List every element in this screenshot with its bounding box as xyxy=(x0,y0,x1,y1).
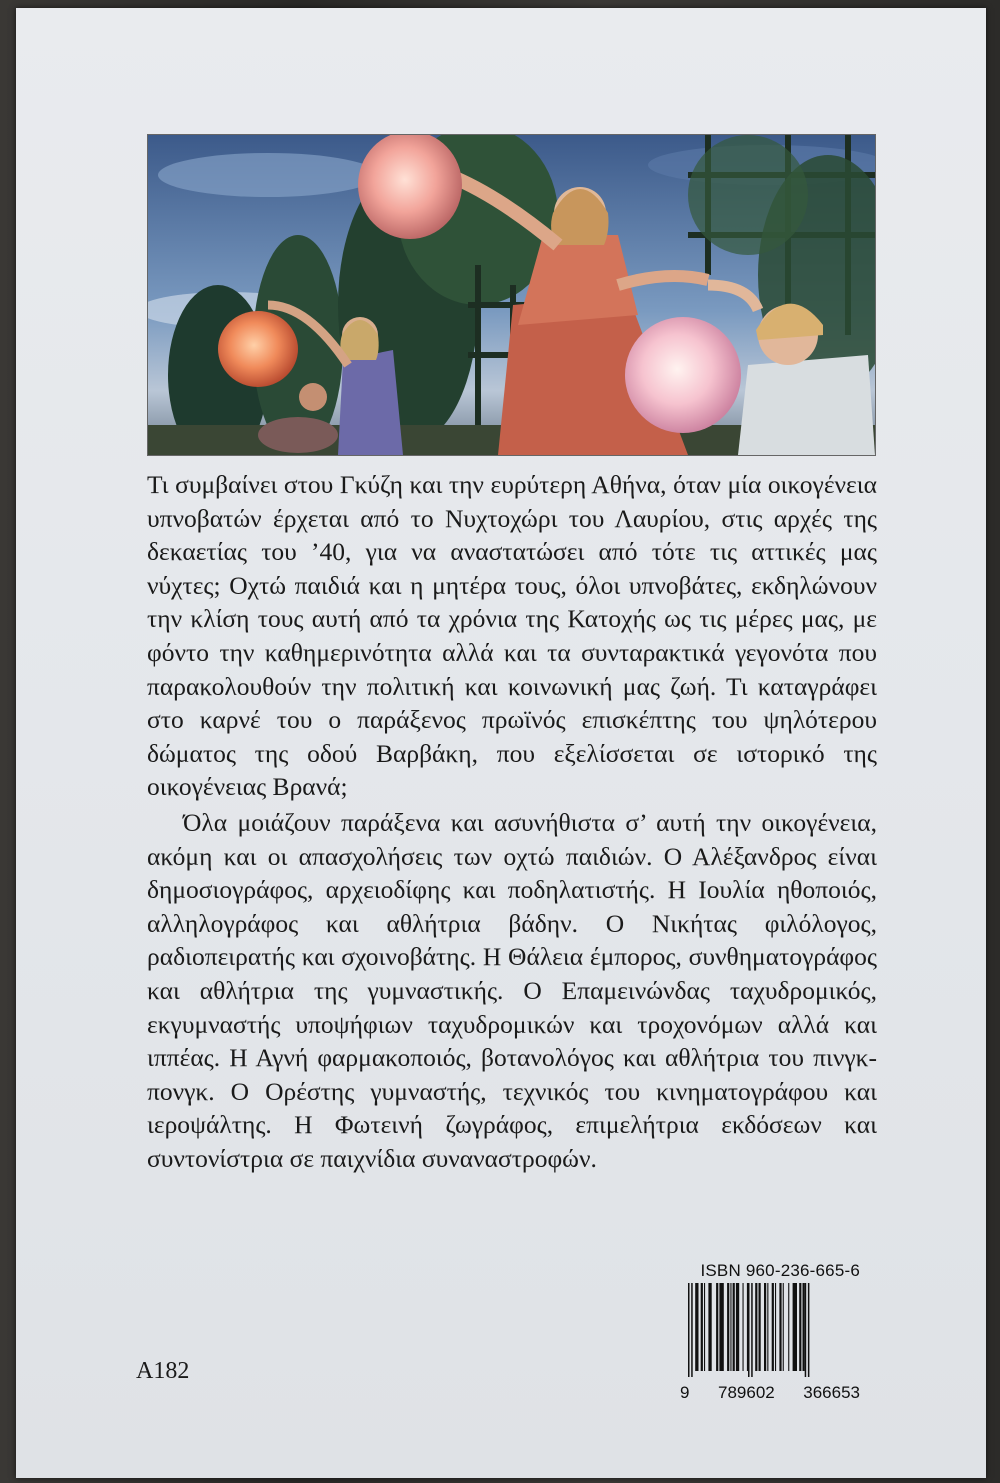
barcode-bar xyxy=(772,1283,774,1371)
barcode-bar xyxy=(704,1283,705,1371)
book-back-cover xyxy=(16,8,986,1478)
barcode-bar xyxy=(775,1283,776,1371)
ean-lead-digit: 9 xyxy=(680,1383,690,1402)
ean-digits xyxy=(680,1383,860,1403)
barcode-bar xyxy=(743,1283,744,1371)
barcode-guard-bar xyxy=(751,1283,753,1377)
barcode-guard-bar xyxy=(805,1283,807,1377)
barcode-bar xyxy=(783,1283,784,1371)
barcode-bar xyxy=(733,1283,735,1371)
lanterns-painting-icon xyxy=(148,135,875,455)
ean-left-group: 789602 xyxy=(718,1383,775,1402)
barcode-bar xyxy=(736,1283,739,1371)
blurb-paragraph-1: Τι συμβαίνει στου Γκύζη και την ευρύτερη Αθήνα, όταν μία οικογένεια υπνοβατών έρχεται από το Νυχτοχώρι του Λαυρίου, στις αρχές της δεκαετίας του ’40, για να αναστατώσει από τότε τις αττικές μας νύχτες; Οχτώ παιδιά και η μητέρα τους, όλοι υπνοβάτες, εκδηλώνουν την κλίση τους αυτή από τα χρόνια της Κατοχής ως τις μέρες μας, με φόντο την καθημερινότητα αλλά και τα συνταρακτικά γεγονότα που παρακολουθούν την πολιτική και κοινωνική μας ζωή. Τι καταγράφει στο καρνέ του ο παράξενος πρωϊνός επισκέπτης του ψηλότερου δώματος της οδού Βαρβάκη, που εξελίσσεται σε ιστορικό της οικογένειας Βρανά; xyxy=(147,470,877,802)
barcode-bar xyxy=(764,1283,766,1371)
barcode-bar xyxy=(793,1283,797,1371)
cover-illustration xyxy=(147,134,876,456)
barcode-bar xyxy=(727,1283,729,1371)
barcode-bar xyxy=(755,1283,757,1371)
barcode-bar xyxy=(779,1283,781,1371)
barcode-bar xyxy=(701,1283,703,1371)
barcode-bar xyxy=(747,1283,748,1371)
barcode-guard-bar xyxy=(748,1283,750,1377)
blurb-text xyxy=(147,468,877,1175)
barcode-block xyxy=(680,1261,860,1403)
ean-right-group: 366653 xyxy=(803,1383,860,1402)
blurb-paragraph-2: Όλα μοιάζουν παράξενα και ασυνήθιστα σ’ αυτή την οικογένεια, ακόμη και οι απασχολήσεις των οχτώ παιδιών. Ο Αλέξανδρος είναι δημοσιογράφος, αρχειοδίφης και ποδηλατιστής. Η Ιουλία ηθοποιός, αλληλογράφος και αθλήτρια βάδην. Ο Νικήτας φιλόλογος, ραδιοπειρατής και σχοινοβάτης. Η Θάλεια έμπορος, συνθηματογράφος και αθλήτρια της γυμναστικής. Ο Επαμεινώνδας ταχυδρομικός, εκγυμναστής υποψήφιων ταχυδρομικών και τροχονόμων αλλά και ιππέας. Η Αγνή φαρμακοποιός, βοτανολόγος και αθλήτρια του πινγκ-πονγκ. Ο Ορέστης γυμναστής, τεχνικός του κινηματογράφου και ιεροψάλτης. Η Φωτεινή ζωγράφος, επιμελήτρια εκδόσεων και συντονίστρια σε παιχνίδια συναναστροφών. xyxy=(147,807,877,1173)
barcode-bar xyxy=(788,1283,789,1371)
barcode-bar xyxy=(695,1283,698,1371)
barcode-guard-bar xyxy=(688,1283,690,1377)
barcode-bar xyxy=(719,1283,723,1371)
barcode-bar xyxy=(708,1283,711,1371)
barcode-icon xyxy=(680,1283,860,1377)
isbn-label: ISBN 960-236-665-6 xyxy=(700,1261,860,1280)
series-code: A182 xyxy=(136,1358,190,1384)
barcode-bar xyxy=(730,1283,731,1371)
barcode-bar xyxy=(803,1283,805,1371)
barcode-bar xyxy=(799,1283,801,1371)
barcode-guard-bar xyxy=(808,1283,810,1377)
barcode-bar xyxy=(759,1283,761,1371)
barcode-bar xyxy=(716,1283,718,1371)
barcode-guard-bar xyxy=(691,1283,693,1377)
barcode-bar xyxy=(767,1283,768,1371)
